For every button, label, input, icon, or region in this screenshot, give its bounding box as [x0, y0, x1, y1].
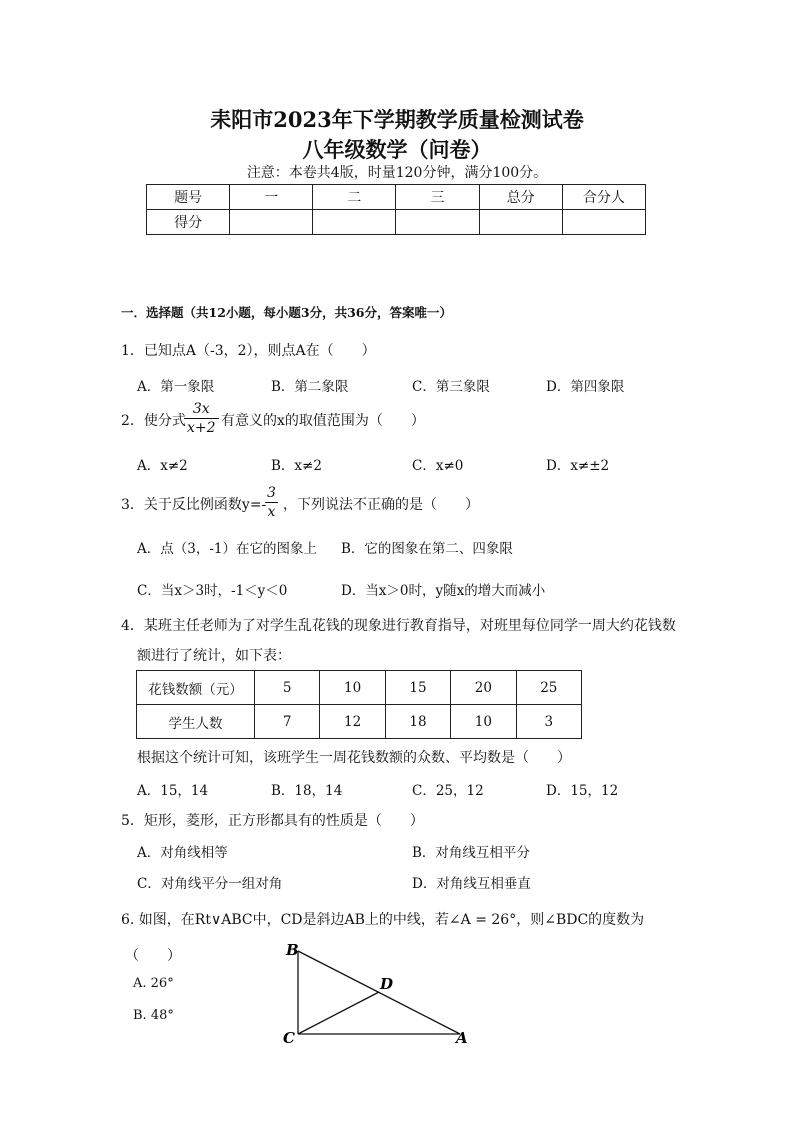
question-2-option-d: D．x≠±2 — [546, 458, 610, 474]
table-cell: 18 — [385, 705, 450, 739]
exam-notice: 注意：本卷共4版，时量120分钟，满分100分。 — [246, 165, 548, 181]
fraction-numerator: 3x — [192, 401, 210, 417]
question-2-option-c: C．x≠0 — [412, 458, 464, 474]
question-1-option-c: C．第三象限 — [412, 379, 490, 395]
table-cell: 7 — [255, 705, 320, 739]
question-3-fraction — [264, 484, 279, 521]
score-cell: 二 — [313, 185, 396, 210]
table-cell: 3 — [516, 705, 581, 739]
question-4-stem-line1: 4．某班主任老师为了对学生乱花钱的现象进行教育指导，对班里每位同学一周大约花钱数 — [121, 618, 676, 634]
fraction-numerator: 3 — [267, 485, 276, 501]
fraction-denominator: x — [265, 502, 279, 521]
score-cell: 合分人 — [562, 185, 645, 210]
label-a: A — [456, 1029, 468, 1047]
table-cell: 15 — [385, 671, 450, 705]
question-3-suffix: ，下列说法不正确的是（ ） — [283, 497, 479, 513]
table-cell: 5 — [255, 671, 320, 705]
table-cell: 10 — [320, 671, 385, 705]
question-2-option-b: B．x≠2 — [271, 458, 322, 474]
question-4-stem-line2: 额进行了统计，如下表： — [137, 648, 291, 664]
spending-table — [136, 670, 582, 739]
label-d: D — [380, 975, 394, 993]
question-6-option-b: B. 48° — [133, 1008, 174, 1023]
table-cell: 20 — [451, 671, 516, 705]
question-1-option-b: B．第二象限 — [271, 379, 349, 395]
score-blank-cell — [562, 210, 645, 235]
score-table — [146, 184, 646, 235]
question-1-option-a: A．第一象限 — [137, 379, 215, 395]
score-cell: 三 — [396, 185, 479, 210]
question-3-option-b: B．它的图象在第二、四象限 — [341, 541, 513, 557]
question-1-stem: 1．已知点A（-3，2），则点A在（ ） — [121, 343, 376, 359]
exam-subtitle: 八年级数学（问卷） — [302, 137, 492, 162]
label-b: B — [286, 941, 299, 959]
question-3-option-a: A．点（3，-1）在它的图象上 — [137, 541, 317, 557]
question-5-stem: 5．矩形，菱形，正方形都具有的性质是（ ） — [121, 813, 424, 829]
table-cell: 25 — [516, 671, 581, 705]
question-4-option-a: A．15，14 — [137, 783, 209, 799]
question-1-option-d: D．第四象限 — [546, 379, 625, 395]
table-cell: 学生人数 — [137, 705, 255, 739]
score-cell: 得分 — [147, 210, 230, 235]
triangle-figure — [270, 935, 480, 1050]
question-3-prefix: 3．关于反比例函数y=- — [121, 497, 267, 513]
section-title: 一．选择题（共12小题，每小题3分，共36分，答案唯一） — [121, 305, 452, 320]
spending-amount-row — [137, 671, 582, 705]
score-cell: 总分 — [479, 185, 562, 210]
question-4-option-c: C．25，12 — [412, 783, 484, 799]
question-4-option-d: D．15，12 — [546, 783, 619, 799]
score-table-score-row — [147, 210, 646, 235]
score-blank-cell — [313, 210, 396, 235]
fraction-denominator: x+2 — [184, 418, 219, 437]
question-6-stem: 6. 如图，在Rt∨ABC中，CD是斜边AB上的中线，若∠A = 26°，则∠BDC的度数为 — [121, 912, 645, 928]
question-5-option-b: B．对角线互相平分 — [412, 845, 530, 861]
question-5-option-a: A．对角线相等 — [137, 845, 228, 861]
question-2-suffix: 有意义的x的取值范围为（ ） — [221, 413, 425, 429]
question-4-question: 根据这个统计可知，该班学生一周花钱数额的众数、平均数是（ ） — [137, 750, 571, 766]
score-blank-cell — [396, 210, 479, 235]
score-blank-cell — [479, 210, 562, 235]
question-2-prefix: 2．使分式 — [121, 413, 186, 429]
question-3-option-c: C．当x＞3时，-1＜y＜0 — [137, 583, 288, 599]
question-4-option-b: B．18，14 — [271, 783, 343, 799]
table-cell: 12 — [320, 705, 385, 739]
question-6-blank: （ ） — [125, 948, 181, 964]
label-c: C — [283, 1029, 295, 1047]
table-cell: 10 — [451, 705, 516, 739]
question-3-option-d: D．当x＞0时，y随x的增大而减小 — [341, 583, 546, 599]
question-5-option-d: D．对角线互相垂直 — [412, 876, 531, 892]
question-2-fraction — [184, 400, 219, 437]
segment-cd — [298, 992, 379, 1034]
score-cell: 题号 — [147, 185, 230, 210]
exam-title: 耒阳市2023年下学期教学质量检测试卷 — [210, 107, 584, 132]
student-count-row — [137, 705, 582, 739]
question-6-option-a: A. 26° — [133, 976, 174, 991]
question-2-option-a: A．x≠2 — [137, 458, 188, 474]
question-5-option-c: C．对角线平分一组对角 — [137, 876, 283, 892]
score-blank-cell — [230, 210, 313, 235]
score-cell: 一 — [230, 185, 313, 210]
table-cell: 花钱数额（元） — [137, 671, 255, 705]
score-table-header-row — [147, 185, 646, 210]
